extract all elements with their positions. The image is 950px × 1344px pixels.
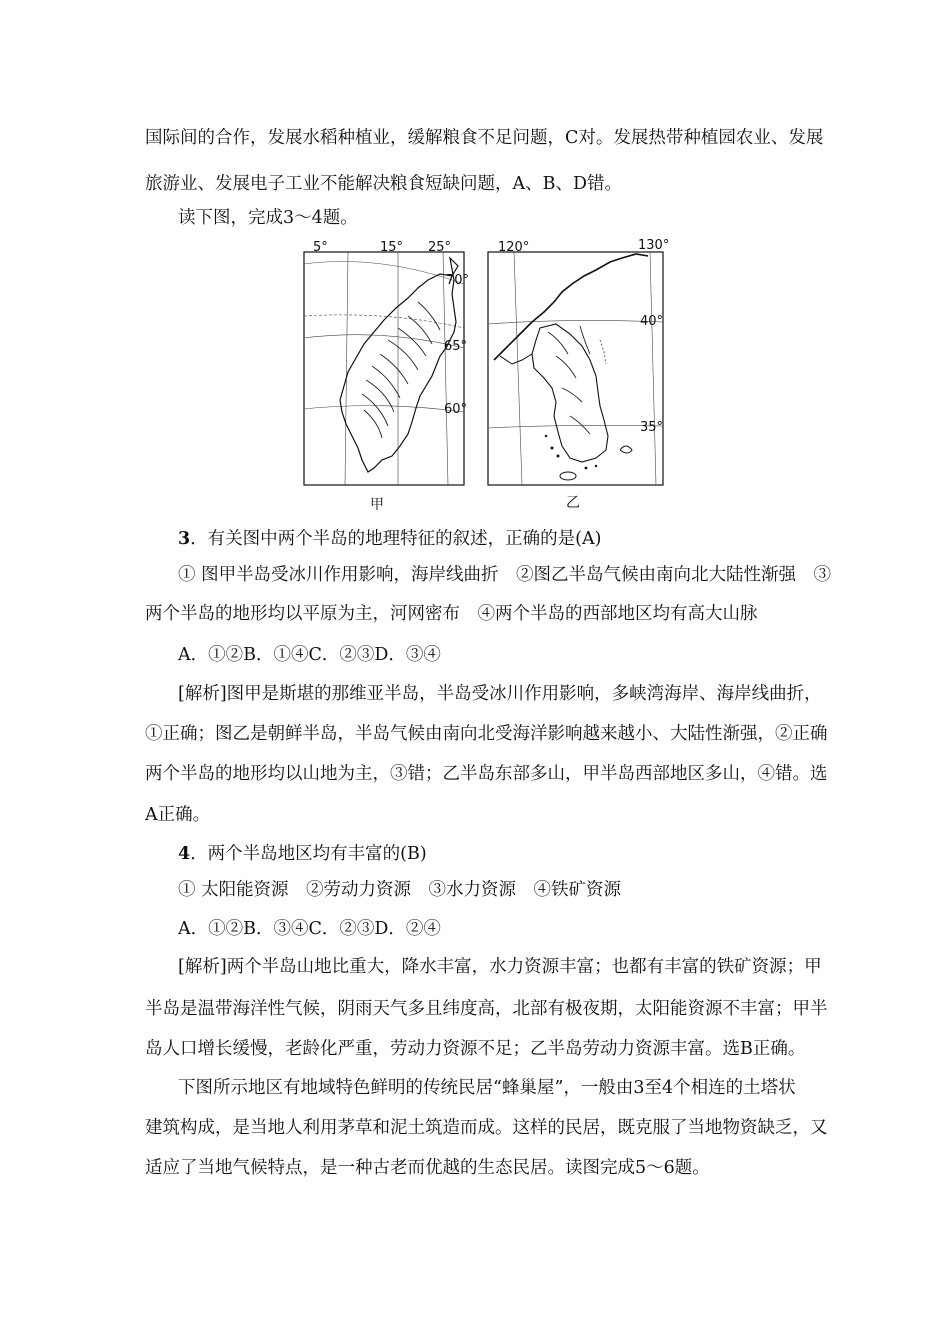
question-3-options: 两个半岛的地形均以平原为主，河网密布 ④两个半岛的西部地区均有高大山脉 — [145, 604, 758, 624]
map-b-lon-label: 120° — [498, 240, 530, 255]
map-b-island — [620, 446, 632, 453]
map-b-dashed — [600, 340, 606, 364]
question-3-options: ① 图甲半岛受冰川作用影响，海岸线曲折 ②图乙半岛气候由南向北大陆性渐强 ③ — [178, 565, 832, 585]
map-b-island — [595, 465, 597, 467]
map-b-caption: 乙 — [566, 495, 580, 511]
paragraph-line: 旅游业、发展电子工业不能解决粮食短缺问题，A、B、D错。 — [145, 174, 623, 194]
map-b-island — [557, 455, 560, 458]
map-figure-svg — [300, 236, 670, 518]
map-b-frame — [488, 252, 663, 485]
question-text: ．有关图中两个半岛的地理特征的叙述，正确的是(A) — [190, 529, 602, 549]
paragraph-line: 国际间的合作，发展水稻种植业，缓解粮食不足问题，C对。发展热带种植园农业、发展 — [145, 128, 824, 148]
map-a-frame — [304, 252, 464, 485]
question-3-analysis: ①正确；图乙是朝鲜半岛，半岛气候由南向北受海洋影响越来越小、大陆性渐强，②正确 — [145, 724, 828, 744]
map-b-peninsula — [532, 324, 608, 462]
map-a-arctic-circle — [304, 315, 464, 328]
map-a-lon-label: 15° — [380, 240, 404, 255]
map-a-lat-label: 60° — [444, 402, 468, 417]
paragraph-line: 适应了当地气候特点，是一种古老而优越的生态民居。读图完成5～6题。 — [145, 1158, 710, 1178]
question-3-analysis: A正确。 — [145, 805, 211, 825]
question-4-choices: A．①②B．③④C．②③D．②④ — [178, 919, 441, 939]
map-a-lat-label: 65° — [444, 339, 468, 354]
question-number: 4 — [178, 844, 191, 864]
map-b-meridians — [514, 252, 656, 485]
map-b-lat-label: 35° — [640, 420, 664, 435]
question-number: 3 — [178, 529, 191, 549]
map-a-caption: 甲 — [370, 497, 384, 513]
map-a-lon-label: 5° — [313, 240, 328, 255]
map-b-parallels — [488, 320, 663, 428]
map-a-lat-label: 70° — [446, 273, 470, 288]
question-3-choices: A．①②B．①④C．②③D．③④ — [178, 645, 441, 665]
question-4-analysis: 岛人口增长缓慢，老龄化严重，劳动力资源不足；乙半岛劳动力资源丰富。选B正确。 — [145, 1039, 806, 1059]
map-figure — [300, 236, 670, 518]
map-a-rivers — [362, 302, 440, 438]
question-4-options: ① 太阳能资源 ②劳动力资源 ③水力资源 ④铁矿资源 — [178, 880, 622, 900]
question-4-analysis: 半岛是温带海洋性气候，阴雨天气多且纬度高，北部有极夜期，太阳能资源不丰富；甲半 — [145, 999, 828, 1019]
question-text: ．两个半岛地区均有丰富的(B) — [190, 844, 427, 864]
map-a-peninsula — [340, 258, 458, 472]
map-b-coast — [500, 354, 532, 364]
paragraph-line: 建筑构成，是当地人利用茅草和泥土筑造而成。这样的民居，既克服了当地物资缺乏，又 — [145, 1118, 828, 1138]
question-3-analysis: 两个半岛的地形均以山地为主，③错；乙半岛东部多山，甲半岛西部地区多山，④错。选 — [145, 764, 828, 784]
map-b-lon-label: 130° — [638, 238, 670, 253]
paragraph-line: 下图所示地区有地域特色鲜明的传统民居“蜂巢屋”，一般由3至4个相连的土塔状 — [178, 1078, 796, 1098]
figure-intro: 读下图，完成3～4题。 — [178, 208, 358, 228]
question-3-analysis: [解析]图甲是斯堪的那维亚半岛，半岛受冰川作用影响，多峡湾海岸、海岸线曲折， — [178, 684, 822, 704]
map-b-island — [545, 435, 547, 437]
question-4-stem — [178, 842, 427, 866]
question-4-analysis: [解析]两个半岛山地比重大，降水丰富，水力资源丰富；也都有丰富的铁矿资源；甲 — [178, 957, 822, 977]
map-b-island — [585, 467, 588, 470]
map-b-island — [551, 447, 554, 450]
map-a-lon-label: 25° — [428, 240, 452, 255]
map-a-parallels — [304, 262, 464, 413]
question-3-stem — [178, 527, 601, 551]
map-b-island — [560, 472, 576, 480]
map-b-lat-label: 40° — [640, 314, 664, 329]
